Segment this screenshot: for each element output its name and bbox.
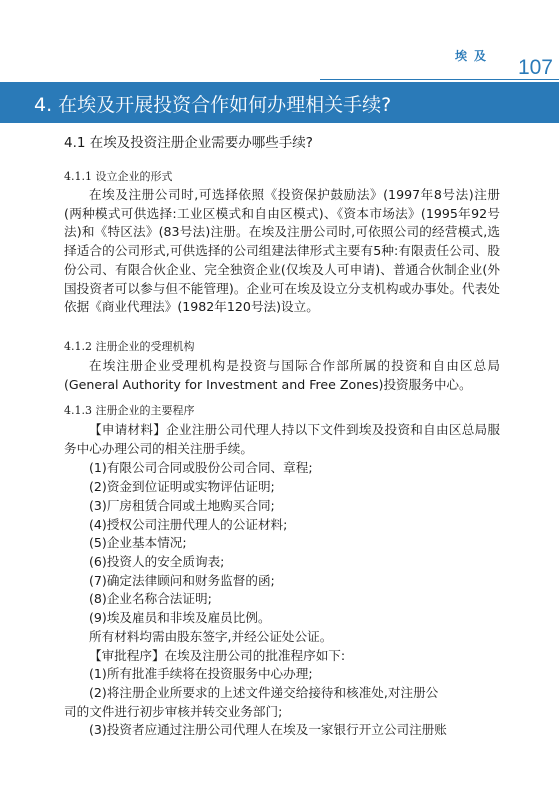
page-header xyxy=(0,0,559,80)
list-item: (2)资金到位证明或实物评估证明; xyxy=(89,479,275,494)
approval-step: (1)所有批准手续将在投资服务中心办理; xyxy=(89,666,313,681)
subsection-heading-4-1-1: 4.1.1 设立企业的形式 xyxy=(64,170,173,183)
list-item: (8)企业名称合法证明; xyxy=(89,591,212,606)
notarize-note: 所有材料均需由股东签字,并经公证处公证。 xyxy=(89,629,333,644)
approval-step-continued: 司的文件进行初步审核并转交业务部门; xyxy=(64,704,283,719)
chapter-banner xyxy=(0,82,559,123)
list-item: (9)埃及雇员和非埃及雇员比例。 xyxy=(89,610,271,625)
header-rule xyxy=(320,79,559,80)
list-item: (5)企业基本情况; xyxy=(89,535,187,550)
approval-step: (2)将注册企业所要求的上述文件递交给接待和核准处,对注册公 xyxy=(89,685,439,700)
page-number: 107 xyxy=(517,56,553,79)
list-item: (1)有限公司合同或股份公司合同、章程; xyxy=(89,460,313,475)
subsection-heading-4-1-2: 4.1.2 注册企业的受理机构 xyxy=(64,340,195,353)
list-item: (3)厂房租赁合同或土地购买合同; xyxy=(89,498,275,513)
list-item: (7)确定法律顾问和财务监督的函; xyxy=(89,573,275,588)
approval-step: (3)投资者应通过注册公司代理人在埃及一家银行开立公司注册账 xyxy=(89,722,447,737)
chapter-title: 4. 在埃及开展投资合作如何办理相关手续? xyxy=(34,94,392,116)
list-item: (4)授权公司注册代理人的公证材料; xyxy=(89,517,288,532)
section-title: 4.1 在埃及投资注册企业需要办哪些手续? xyxy=(64,135,313,151)
paragraph-application-materials: 【申请材料】企业注册公司代理人持以下文件到埃及投资和自由区总局服务中心办理公司的相关注册手续。 xyxy=(64,422,500,456)
running-head: 埃及 xyxy=(454,49,493,63)
paragraph-enterprise-forms: 在埃及注册公司时,可选择依照《投资保护鼓励法》(1997年8号法)注册(两种模式可供选择:工业区模式和自由区模式)、《资本市场法》(1995年92号法)和《特区法》(83号法)注册。在埃及注册公司时,可依照公司的经营模式,选择适合的公司形式,可供选择的公司组建法律形式主要有5种:有限责任公司、股份公司、有限合伙企业、完全独资企业(仅埃及人可申请)、普通合伙制企业(外国投资者可以参与但不能管理)。企业可在埃及设立分支机构或办事处。代表处依据《商业代理法》(1982年120号法)设立。 xyxy=(64,187,500,315)
list-item: (6)投资人的安全质询表; xyxy=(89,554,225,569)
subsection-heading-4-1-3: 4.1.3 注册企业的主要程序 xyxy=(64,404,195,417)
approval-intro: 【审批程序】在埃及注册公司的批准程序如下: xyxy=(89,648,346,663)
paragraph-registration-authority: 在埃注册企业受理机构是投资与国际合作部所属的投资和自由区总局(General Authority for Investment and Free Zones)投资服务中心。 xyxy=(64,358,500,392)
